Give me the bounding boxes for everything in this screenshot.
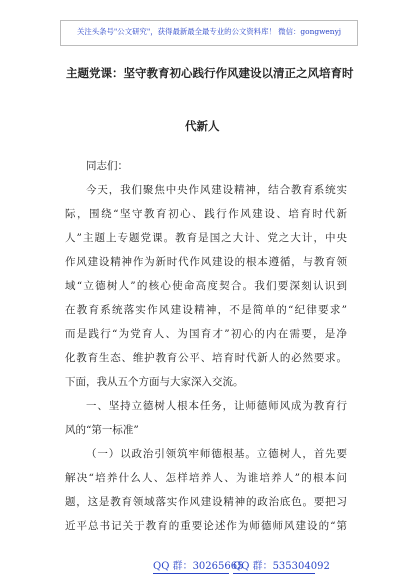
footer-underline-2 xyxy=(233,573,315,574)
footer-underline-1 xyxy=(153,573,229,574)
section-heading-1: 一、坚持立德树人根本任务，让师德师风成为教育行 xyxy=(86,400,347,412)
body-line: 作风建设精神作为新时代作风建设的根本遵循，与教育领 xyxy=(65,256,347,268)
body-line: 际，围绕“坚守教育初心、践行作风建设、培育时代新 xyxy=(65,208,347,220)
body-line: 题，这是教育领域落实作风建设精神的政治底色。要把习 xyxy=(65,496,347,508)
footer-qq-group-1[interactable]: QQ 群：30265665 xyxy=(153,561,244,572)
header-banner[interactable]: 关注头条号"公文研究"，获得最新最全最专业的公文资料库！ 微信：gongwenyj xyxy=(76,27,342,36)
body-line: 而是践行“为党育人、为国育才”初心的内在需要，是净 xyxy=(65,328,347,340)
body-line: 今天，我们聚焦中央作风建设精神，结合教育系统实 xyxy=(86,184,347,196)
body-line: 解决“培养什么人、怎样培养人、为谁培养人”的根本问 xyxy=(65,472,347,484)
body-line: 在教育系统落实作风建设精神，不是简单的“纪律要求” xyxy=(65,304,347,316)
body-line: 化教育生态、维护教育公平、培育时代新人的必然要求。 xyxy=(65,352,347,364)
body-line: 下面，我从五个方面与大家深入交流。 xyxy=(65,376,244,388)
document-title-line-2: 代新人 xyxy=(185,119,220,133)
section-heading-1-cont: 风的“第一标准” xyxy=(65,424,139,436)
subsection-line: （一）以政治引领筑牢师德根基。立德树人，首先要 xyxy=(86,448,347,460)
body-line: 域“立德树人”的核心使命高度契合。我们要深刻认识到 xyxy=(65,280,347,292)
body-line: 人”主题上专题党课。教育是国之大计、党之大计，中央 xyxy=(65,232,347,244)
footer-qq-group-2[interactable]: QQ 群：535304092 xyxy=(233,561,330,572)
document-title-line-1: 主题党课：坚守教育初心践行作风建设以清正之风培育时 xyxy=(66,66,354,80)
salutation: 同志们： xyxy=(86,160,128,172)
body-line: 近平总书记关于教育的重要论述作为师德师风建设的“第 xyxy=(65,520,347,532)
